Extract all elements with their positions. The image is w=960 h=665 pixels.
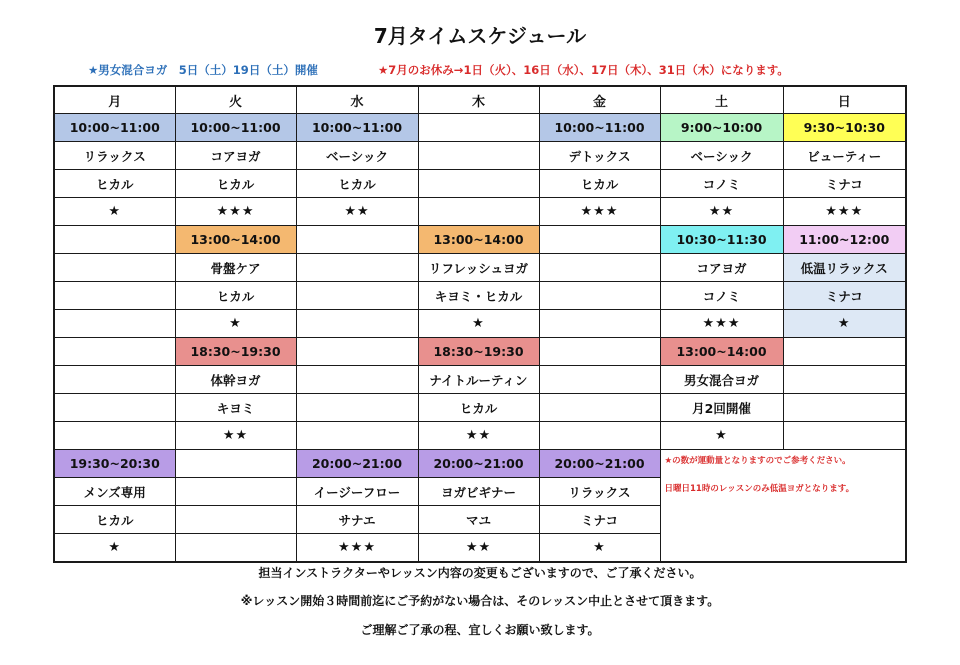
table-row	[54, 254, 906, 282]
time-slot: 18:30~19:30	[175, 338, 296, 366]
schedule-table	[53, 85, 907, 563]
day-header-tue: 火	[175, 86, 296, 114]
instructor-name: コノミ	[660, 170, 783, 198]
empty-cell	[539, 394, 660, 422]
instructor-name: キヨミ	[175, 394, 296, 422]
empty-cell	[296, 366, 418, 394]
instructor-name: コノミ	[660, 282, 783, 310]
instructor-name: ヒカル	[418, 394, 539, 422]
empty-cell	[539, 282, 660, 310]
time-slot: 18:30~19:30	[418, 338, 539, 366]
empty-cell	[296, 282, 418, 310]
intensity-stars: ★★	[175, 422, 296, 450]
instructor-name: ヒカル	[296, 170, 418, 198]
day-header-row	[54, 86, 906, 114]
empty-cell	[418, 170, 539, 198]
instructor-name: サナエ	[296, 506, 418, 534]
intensity-stars: ★★	[296, 198, 418, 226]
time-slot: 13:00~14:00	[418, 226, 539, 254]
lesson-name: ナイトルーティン	[418, 366, 539, 394]
instructor-name: ミナコ	[539, 506, 660, 534]
time-slot: 10:00~11:00	[296, 114, 418, 142]
day-header-thu: 木	[418, 86, 539, 114]
lesson-name: ベーシック	[296, 142, 418, 170]
footer-cancellation-note: ※レッスン開始３時間前迄にご予約がない場合は、そのレッスン中止とさせて頂きます。	[240, 594, 720, 608]
table-row	[54, 310, 906, 338]
day-header-fri: 金	[539, 86, 660, 114]
time-slot: 10:00~11:00	[539, 114, 660, 142]
empty-cell	[418, 198, 539, 226]
instructor-name: キヨミ・ヒカル	[418, 282, 539, 310]
lesson-name: コアヨガ	[660, 254, 783, 282]
table-row	[54, 142, 906, 170]
lesson-name: デトックス	[539, 142, 660, 170]
intensity-note: ★の数が運動量となりますのでご参考ください。	[664, 456, 851, 466]
time-slot: 13:00~14:00	[175, 226, 296, 254]
empty-cell	[175, 506, 296, 534]
intensity-stars: ★	[54, 534, 175, 563]
intensity-stars: ★	[660, 422, 783, 450]
notes-cell	[660, 450, 906, 563]
empty-cell	[783, 422, 906, 450]
intensity-stars: ★★	[418, 422, 539, 450]
empty-cell	[54, 422, 175, 450]
time-slot: 20:00~21:00	[296, 450, 418, 478]
intensity-stars: ★	[175, 310, 296, 338]
empty-cell	[783, 338, 906, 366]
table-row	[54, 226, 906, 254]
day-header-sun: 日	[783, 86, 906, 114]
instructor-name: ヒカル	[175, 170, 296, 198]
empty-cell	[539, 226, 660, 254]
instructor-name: ヒカル	[175, 282, 296, 310]
intensity-stars: ★★	[418, 534, 539, 563]
intensity-stars: ★★★	[296, 534, 418, 563]
time-slot: 10:00~11:00	[175, 114, 296, 142]
lesson-name: 男女混合ヨガ	[660, 366, 783, 394]
table-row	[54, 170, 906, 198]
lesson-name: ヨガビギナー	[418, 478, 539, 506]
empty-cell	[54, 226, 175, 254]
table-row	[54, 114, 906, 142]
time-slot: 19:30~20:30	[54, 450, 175, 478]
lesson-name: ベーシック	[660, 142, 783, 170]
table-row	[54, 338, 906, 366]
empty-cell	[296, 422, 418, 450]
lesson-name: 低温リラックス	[783, 254, 906, 282]
intensity-stars: ★	[418, 310, 539, 338]
empty-cell	[539, 254, 660, 282]
empty-cell	[54, 338, 175, 366]
instructor-name: ヒカル	[54, 506, 175, 534]
intensity-stars: ★	[783, 310, 906, 338]
table-row	[54, 198, 906, 226]
day-header-wed: 水	[296, 86, 418, 114]
empty-cell	[418, 114, 539, 142]
empty-cell	[296, 310, 418, 338]
time-slot: 10:30~11:30	[660, 226, 783, 254]
empty-cell	[539, 422, 660, 450]
intensity-stars: ★★★	[660, 310, 783, 338]
footer-thanks: ご理解ご了承の程、宜しくお願い致します。	[360, 623, 600, 637]
sunday-low-temp-note: 日曜日11時のレッスンのみ低温ヨガとなります。	[664, 484, 855, 494]
time-slot: 13:00~14:00	[660, 338, 783, 366]
lesson-name: コアヨガ	[175, 142, 296, 170]
empty-cell	[175, 450, 296, 478]
holiday-notice: ★7月のお休み→1日（火）、16日（水）、17日（木）、31日（木）になります。	[378, 63, 789, 77]
empty-cell	[54, 366, 175, 394]
intensity-stars: ★	[539, 534, 660, 563]
lesson-name: 骨盤ケア	[175, 254, 296, 282]
intensity-stars: ★	[54, 198, 175, 226]
table-row	[54, 394, 906, 422]
day-header-mon: 月	[54, 86, 175, 114]
lesson-name: イージーフロー	[296, 478, 418, 506]
lesson-name: リラックス	[54, 142, 175, 170]
empty-cell	[296, 338, 418, 366]
instructor-name: ミナコ	[783, 282, 906, 310]
table-row	[54, 450, 906, 478]
footer-instructor-change-note: 担当インストラクターやレッスン内容の変更もございますので、ご了承ください。	[258, 566, 702, 580]
empty-cell	[54, 310, 175, 338]
time-slot: 20:00~21:00	[539, 450, 660, 478]
intensity-stars: ★★★	[539, 198, 660, 226]
lesson-name: 体幹ヨガ	[175, 366, 296, 394]
empty-cell	[539, 338, 660, 366]
mixed-yoga-notice: ★男女混合ヨガ 5日（土）19日（土）開催	[88, 63, 318, 77]
time-slot: 9:30~10:30	[783, 114, 906, 142]
lesson-name: メンズ専用	[54, 478, 175, 506]
empty-cell	[539, 366, 660, 394]
intensity-stars: ★★★	[783, 198, 906, 226]
time-slot: 11:00~12:00	[783, 226, 906, 254]
instructor-name: ヒカル	[54, 170, 175, 198]
table-row	[54, 366, 906, 394]
empty-cell	[418, 142, 539, 170]
empty-cell	[54, 394, 175, 422]
time-slot: 20:00~21:00	[418, 450, 539, 478]
intensity-stars: ★★	[660, 198, 783, 226]
empty-cell	[54, 282, 175, 310]
lesson-name: リフレッシュヨガ	[418, 254, 539, 282]
instructor-name: 月2回開催	[660, 394, 783, 422]
instructor-name: マユ	[418, 506, 539, 534]
lesson-name: ビューティー	[783, 142, 906, 170]
empty-cell	[296, 254, 418, 282]
day-header-sat: 土	[660, 86, 783, 114]
empty-cell	[175, 534, 296, 563]
empty-cell	[296, 394, 418, 422]
empty-cell	[783, 366, 906, 394]
intensity-stars: ★★★	[175, 198, 296, 226]
empty-cell	[539, 310, 660, 338]
instructor-name: ミナコ	[783, 170, 906, 198]
table-row	[54, 282, 906, 310]
empty-cell	[783, 394, 906, 422]
page-title: 7月タイムスケジュール	[373, 24, 587, 48]
time-slot: 9:00~10:00	[660, 114, 783, 142]
empty-cell	[175, 478, 296, 506]
table-row	[54, 422, 906, 450]
lesson-name: リラックス	[539, 478, 660, 506]
time-slot: 10:00~11:00	[54, 114, 175, 142]
instructor-name: ヒカル	[539, 170, 660, 198]
empty-cell	[54, 254, 175, 282]
empty-cell	[296, 226, 418, 254]
